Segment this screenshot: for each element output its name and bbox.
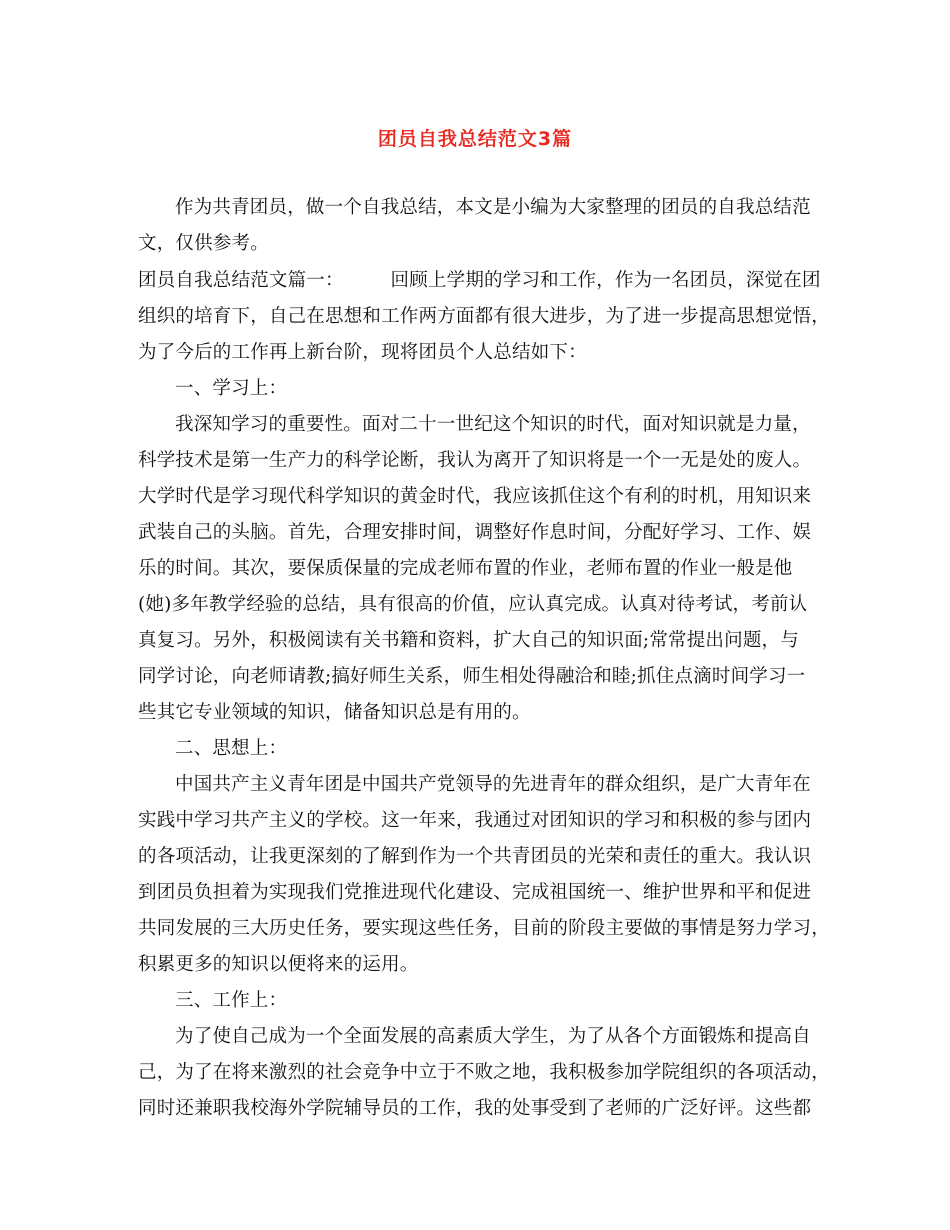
paragraph-line: 真复习。另外，积极阅读有关书籍和资料，扩大自己的知识面;常常提出问题，与 <box>138 630 799 651</box>
paragraph-line: 武装自己的头脑。首先，合理安排时间，调整好作息时间，分配好学习、工作、娱 <box>138 522 812 543</box>
paragraph-line: 乐的时间。其次，要保质保量的完成老师布置的作业，老师布置的作业一般是他 <box>138 558 793 579</box>
paragraph-line: 大学时代是学习现代科学知识的黄金时代，我应该抓住这个有利的时机，用知识来 <box>138 486 812 507</box>
section-heading: 三、工作上： <box>175 990 288 1011</box>
section-heading: 二、思想上： <box>175 738 288 759</box>
paragraph-line: 些其它专业领域的知识，储备知识总是有用的。 <box>138 702 531 723</box>
paragraph-line: 己，为了在将来激烈的社会竞争中立于不败之地，我积极参加学院组织的各项活动， <box>138 1062 830 1083</box>
paragraph-line: 组织的培育下，自己在思想和工作两方面都有很大进步，为了进一步提高思想觉悟， <box>138 306 830 327</box>
paragraph-line: 到团员负担着为实现我们党推进现代化建设、完成祖国统一、维护世界和平和促进 <box>138 882 812 903</box>
paragraph-line: 团员自我总结范文篇一： 回顾上学期的学习和工作，作为一名团员，深觉在团 <box>138 270 821 291</box>
paragraph-line: 积累更多的知识以便将来的运用。 <box>138 954 419 975</box>
paragraph-line: 同时还兼职我校海外学院辅导员的工作，我的处事受到了老师的广泛好评。这些都 <box>138 1098 812 1119</box>
section-heading: 一、学习上： <box>175 378 288 399</box>
paragraph-line: 我深知学习的重要性。面对二十一世纪这个知识的时代，面对知识就是力量， <box>175 414 811 435</box>
paragraph-line: 中国共产主义青年团是中国共产党领导的先进青年的群众组织，是广大青年在 <box>175 774 811 795</box>
paragraph-line: 实践中学习共产主义的学校。这一年来，我通过对团知识的学习和积极的参与团内 <box>138 810 812 831</box>
paragraph-line: 的各项活动，让我更深刻的了解到作为一个共青团员的光荣和责任的重大。我认识 <box>138 846 812 867</box>
paragraph-line: (她)多年教学经验的总结，具有很高的价值，应认真完成。认真对待考试，考前认 <box>138 594 808 615</box>
paragraph-line: 共同发展的三大历史任务，要实现这些任务，目前的阶段主要做的事情是努力学习， <box>138 918 830 939</box>
paragraph-line: 为了今后的工作再上新台阶，现将团员个人总结如下： <box>138 342 587 363</box>
paragraph-line: 科学技术是第一生产力的科学论断，我认为离开了知识将是一个一无是处的废人。 <box>138 450 812 471</box>
document-title: 团员自我总结范文3篇 <box>377 128 573 150</box>
paragraph-line: 为了使自己成为一个全面发展的高素质大学生，为了从各个方面锻炼和提高自 <box>175 1026 811 1047</box>
paragraph-line: 文，仅供参考。 <box>138 233 269 254</box>
paragraph-line: 作为共青团员，做一个自我总结，本文是小编为大家整理的团员的自我总结范 <box>175 197 811 218</box>
paragraph-line: 同学讨论，向老师请教;搞好师生关系，师生相处得融洽和睦;抓住点滴时间学习一 <box>138 666 806 687</box>
